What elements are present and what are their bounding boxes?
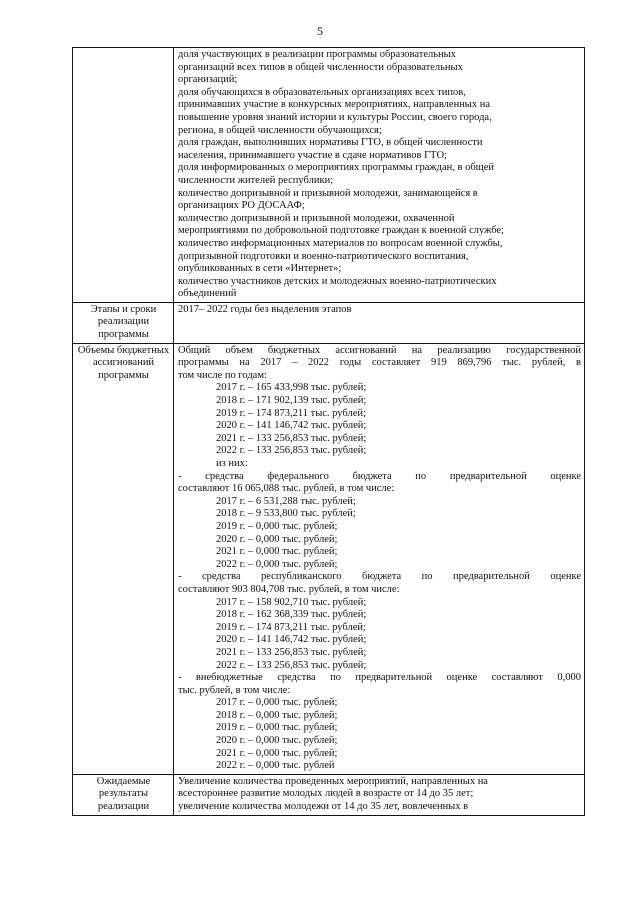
federal-year-amount: 2022 г. – 0,000 тыс. рублей;	[216, 558, 338, 570]
indicator-line: опубликованных в сети «Интернет»;	[178, 263, 342, 275]
extrabudget-year-amount: 2020 г. – 0,000 тыс. рублей;	[216, 735, 338, 747]
republic-year-amount: 2018 г. – 162 368,339 тыс. рублей;	[216, 609, 367, 621]
federal-year-amount: 2021 г. – 0,000 тыс. рублей;	[216, 546, 338, 558]
program-passport-table	[72, 47, 585, 816]
page-number: 5	[317, 24, 323, 38]
total-year-amount: 2017 г. – 165 433,998 тыс. рублей;	[216, 382, 367, 394]
total-year-amount: 2022 г. – 133 256,853 тыс. рублей;	[216, 445, 367, 457]
indicator-line: доля участвующих в реализации программы образовательных	[178, 49, 456, 60]
indicator-line: населения, принимавшего участие в сдаче нормативов ГТО;	[178, 149, 447, 161]
total-year-amount: 2021 г. – 133 256,853 тыс. рублей;	[216, 432, 367, 444]
funding-label: Объемы бюджетных ассигнований программы	[73, 343, 174, 774]
federal-year-amount: 2017 г. – 6 531,288 тыс. рублей;	[216, 495, 356, 507]
results-line: Увеличение количества проведенных мероприятий, направленных на	[178, 775, 488, 787]
extrabudget-year-amount: 2018 г. – 0,000 тыс. рублей;	[216, 709, 338, 721]
republic-year-amount: 2017 г. – 158 902,710 тыс. рублей;	[216, 596, 367, 608]
federal-budget-line: составляют 16 065,088 тыс. рублей, в том числе:	[178, 483, 395, 495]
results-label: Ожидаемые результаты реализации	[73, 774, 174, 815]
indicator-line: организациях РО ДОСААФ;	[178, 200, 305, 212]
extrabudget-year-amount: 2019 г. – 0,000 тыс. рублей;	[216, 722, 338, 734]
stages-value: 2017– 2022 годы без выделения этапов	[174, 302, 585, 343]
total-year-amount: 2019 г. – 174 873,211 тыс. рублей;	[216, 407, 366, 419]
indicators-label-cell	[73, 48, 174, 303]
extrabudget-year-amount: 2021 г. – 0,000 тыс. рублей;	[216, 747, 338, 759]
republic-budget-line: составляют 903 804,708 тыс. рублей, в том числе:	[178, 583, 400, 595]
indicator-line: объединений	[178, 288, 237, 300]
republic-year-amount: 2021 г. – 133 256,853 тыс. рублей;	[216, 646, 367, 658]
indicator-line: количество информационных материалов по вопросам военной службы,	[178, 237, 503, 249]
indicator-line: доля информированных о мероприятиях программы граждан, в общей	[178, 162, 495, 174]
indicator-line: организаций всех типов в общей численности образовательных	[178, 61, 463, 73]
indicator-line: мероприятиями по добровольной подготовке граждан к военной службе;	[178, 225, 504, 237]
republic-year-amount: 2019 г. – 174 873,211 тыс. рублей;	[216, 621, 366, 633]
indicator-line: количество допризывной и призывной молодежи, охваченной	[178, 212, 455, 224]
federal-year-amount: 2019 г. – 0,000 тыс. рублей;	[216, 520, 338, 532]
indicator-line: повышение уровня знаний истории и культуры России, своего города,	[178, 111, 492, 123]
indicator-line: организаций;	[178, 74, 238, 86]
indicator-line: доля граждан, выполнивших нормативы ГТО, в общей численности	[178, 137, 483, 149]
funding-content	[174, 343, 585, 774]
results-content	[174, 774, 585, 815]
federal-budget-line: - средства федерального бюджета по предварительной оценке	[178, 470, 581, 482]
indicator-line: доля обучающихся в образовательных организациях всех типов,	[178, 86, 466, 98]
indicator-line: количество участников детских и молодежных военно-патриотических	[178, 275, 497, 287]
funding-intro-line: Общий объем бюджетных ассигнований на реализацию государственной	[178, 344, 581, 356]
total-year-amount: 2020 г. – 141 146,742 тыс. рублей;	[216, 420, 367, 432]
indicator-line: принимавших участие в конкурсных мероприятиях, направленных на	[178, 99, 491, 111]
stages-row	[73, 302, 585, 343]
total-year-amount: 2018 г. – 171 902,139 тыс. рублей;	[216, 395, 367, 407]
funding-intro-line: программы на 2017 – 2022 годы составляет 919 869,796 тыс. рублей, в	[178, 357, 581, 369]
republic-budget-line: - средства республиканского бюджета по предварительной оценке	[178, 571, 581, 583]
indicator-line: допризывной подготовки и военно-патриотического воспитания,	[178, 250, 469, 262]
extrabudget-line: - внебюджетные средства по предварительной оценке составляют 0,000	[178, 672, 581, 684]
indicator-line: региона, в общей численности обучающихся;	[178, 124, 382, 136]
republic-year-amount: 2020 г. – 141 146,742 тыс. рублей;	[216, 634, 367, 646]
republic-year-amount: 2022 г. – 133 256,853 тыс. рублей;	[216, 659, 367, 671]
of-them-label: из них:	[216, 458, 248, 469]
federal-year-amount: 2018 г. – 9 533,800 тыс. рублей;	[216, 508, 356, 520]
stages-label: Этапы и сроки реализации программы	[73, 302, 174, 343]
indicators-content	[174, 48, 585, 303]
funding-intro-line: том числе по годам:	[178, 369, 267, 381]
results-line: увеличение количества молодежи от 14 до 35 лет, вовлеченных в	[178, 801, 469, 813]
indicators-row	[73, 48, 585, 303]
indicator-line: численности жителей республики;	[178, 174, 334, 186]
extrabudget-year-amount: 2022 г. – 0,000 тыс. рублей	[216, 760, 335, 772]
funding-row	[73, 343, 585, 774]
extrabudget-line: тыс. рублей, в том числе:	[178, 684, 291, 696]
indicator-line: количество допризывной и призывной молодежи, занимающейся в	[178, 187, 478, 199]
results-line: всестороннее развитие молодых людей в возрасте от 14 до 35 лет;	[178, 788, 474, 800]
federal-year-amount: 2020 г. – 0,000 тыс. рублей;	[216, 533, 338, 545]
extrabudget-year-amount: 2017 г. – 0,000 тыс. рублей;	[216, 697, 338, 709]
results-row	[73, 774, 585, 815]
